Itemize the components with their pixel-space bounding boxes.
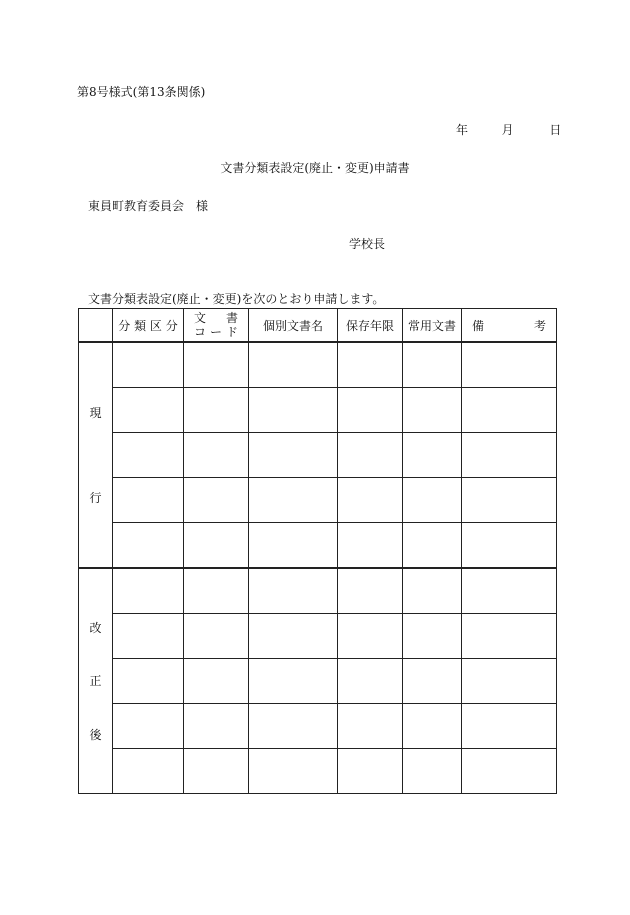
- header-individual-name: 個別文書名: [249, 309, 338, 343]
- cell-code[interactable]: [184, 388, 249, 433]
- cell-classification[interactable]: [113, 749, 184, 794]
- cell-remarks[interactable]: [462, 433, 557, 478]
- header-regular-document: 常用文書: [403, 309, 462, 343]
- cell-remarks[interactable]: [462, 704, 557, 749]
- cell-retention[interactable]: [338, 478, 403, 523]
- cell-code[interactable]: [184, 614, 249, 659]
- date-line: [456, 124, 561, 136]
- cell-code[interactable]: [184, 749, 249, 794]
- table-row: [79, 614, 557, 659]
- cell-regular[interactable]: [403, 342, 462, 388]
- section-current-label: 現 行: [79, 342, 113, 568]
- cell-classification[interactable]: [113, 659, 184, 704]
- cell-regular[interactable]: [403, 749, 462, 794]
- cell-regular[interactable]: [403, 614, 462, 659]
- cell-code[interactable]: [184, 342, 249, 388]
- cell-remarks[interactable]: [462, 614, 557, 659]
- header-remarks: 備 考: [462, 309, 557, 343]
- table-row: [79, 704, 557, 749]
- document-title: 文書分類表設定(廃止・変更)申請書: [220, 161, 410, 175]
- table-row: [79, 659, 557, 704]
- cell-regular[interactable]: [403, 388, 462, 433]
- cell-code[interactable]: [184, 704, 249, 749]
- cell-retention[interactable]: [338, 568, 403, 614]
- section-revised-label: 改 正 後: [79, 568, 113, 794]
- date-day: 日: [549, 123, 562, 137]
- cell-retention[interactable]: [338, 433, 403, 478]
- cell-classification[interactable]: [113, 568, 184, 614]
- cell-classification[interactable]: [113, 523, 184, 569]
- cell-name[interactable]: [249, 478, 338, 523]
- addressee: 東員町教育委員会 様: [88, 199, 209, 213]
- cell-remarks[interactable]: [462, 342, 557, 388]
- cell-code[interactable]: [184, 478, 249, 523]
- cell-retention[interactable]: [338, 749, 403, 794]
- cell-regular[interactable]: [403, 659, 462, 704]
- cell-code[interactable]: [184, 659, 249, 704]
- cell-code[interactable]: [184, 433, 249, 478]
- cell-classification[interactable]: [113, 388, 184, 433]
- intro-text: 文書分類表設定(廃止・変更)を次のとおり申請します。: [88, 292, 385, 306]
- header-section-blank: [79, 309, 113, 343]
- table-row: [79, 342, 557, 388]
- cell-regular[interactable]: [403, 568, 462, 614]
- table-row: [79, 478, 557, 523]
- cell-code[interactable]: [184, 523, 249, 569]
- cell-regular[interactable]: [403, 523, 462, 569]
- cell-remarks[interactable]: [462, 478, 557, 523]
- applicant-label: 学校長: [349, 237, 386, 251]
- cell-name[interactable]: [249, 433, 338, 478]
- cell-name[interactable]: [249, 388, 338, 433]
- cell-classification[interactable]: [113, 433, 184, 478]
- table-row: [79, 568, 557, 614]
- cell-regular[interactable]: [403, 478, 462, 523]
- cell-retention[interactable]: [338, 614, 403, 659]
- cell-retention[interactable]: [338, 659, 403, 704]
- cell-retention[interactable]: [338, 388, 403, 433]
- header-document-code: 文 書 コ ー ド: [184, 309, 249, 343]
- cell-regular[interactable]: [403, 704, 462, 749]
- cell-remarks[interactable]: [462, 568, 557, 614]
- cell-classification[interactable]: [113, 478, 184, 523]
- cell-remarks[interactable]: [462, 749, 557, 794]
- table-row: [79, 523, 557, 569]
- table-header-row: [79, 309, 557, 343]
- date-month: 月: [501, 123, 514, 137]
- cell-retention[interactable]: [338, 523, 403, 569]
- cell-name[interactable]: [249, 704, 338, 749]
- cell-retention[interactable]: [338, 704, 403, 749]
- cell-name[interactable]: [249, 749, 338, 794]
- cell-remarks[interactable]: [462, 659, 557, 704]
- table-row: [79, 388, 557, 433]
- cell-name[interactable]: [249, 523, 338, 569]
- header-retention-period: 保存年限: [338, 309, 403, 343]
- date-year: 年: [456, 123, 469, 137]
- cell-retention[interactable]: [338, 342, 403, 388]
- form-number: 第8号様式(第13条関係): [77, 85, 206, 99]
- cell-classification[interactable]: [113, 342, 184, 388]
- cell-classification[interactable]: [113, 704, 184, 749]
- cell-name[interactable]: [249, 568, 338, 614]
- table-row: [79, 433, 557, 478]
- cell-name[interactable]: [249, 659, 338, 704]
- cell-classification[interactable]: [113, 614, 184, 659]
- cell-name[interactable]: [249, 342, 338, 388]
- table-row: [79, 749, 557, 794]
- classification-table: [78, 308, 557, 794]
- cell-name[interactable]: [249, 614, 338, 659]
- header-classification: 分 類 区 分: [113, 309, 184, 343]
- cell-remarks[interactable]: [462, 523, 557, 569]
- cell-code[interactable]: [184, 568, 249, 614]
- cell-remarks[interactable]: [462, 388, 557, 433]
- cell-regular[interactable]: [403, 433, 462, 478]
